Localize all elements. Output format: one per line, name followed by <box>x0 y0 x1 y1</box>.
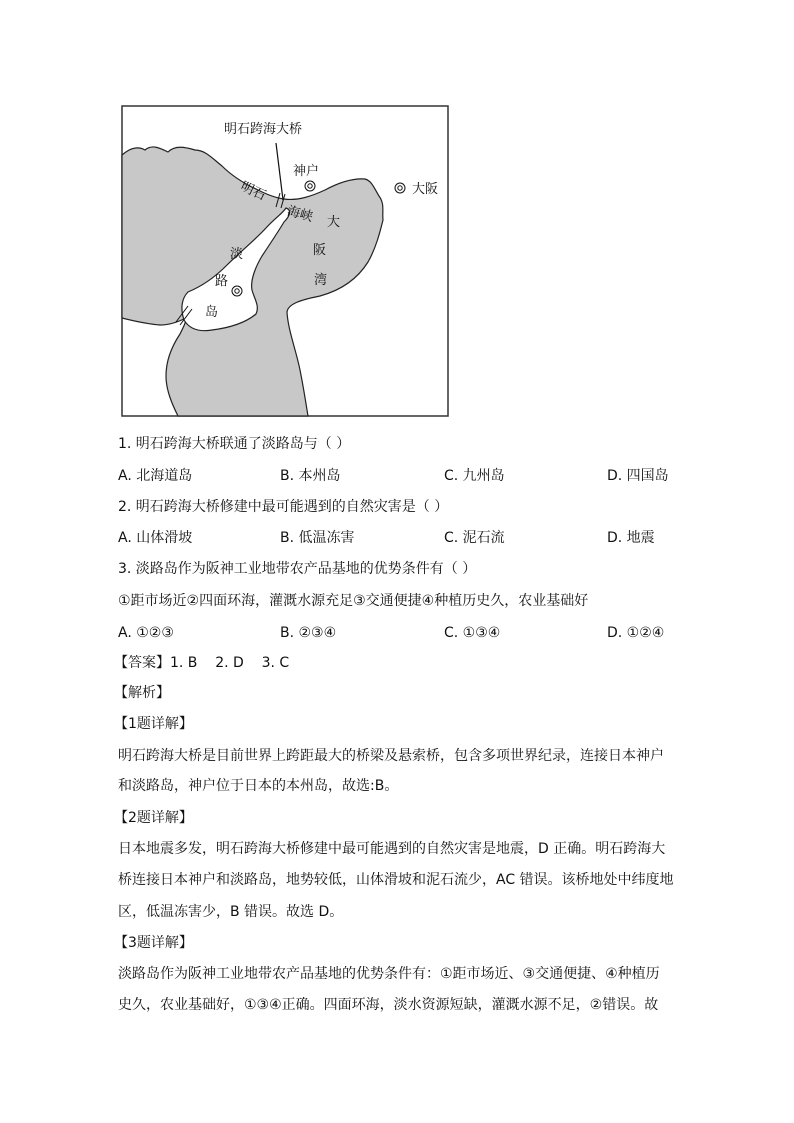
label-awaji-3: 岛 <box>205 305 219 320</box>
q2-analysis-line: 区，低温冻害少，B 错误。故选 D。 <box>118 904 344 920</box>
q3-option-c: C. ①③④ <box>444 625 501 641</box>
q2-analysis-heading: 【2题详解】 <box>114 810 193 826</box>
q1-option-d: D. 四国岛 <box>607 468 669 484</box>
q3-analysis-heading: 【3题详解】 <box>114 935 193 951</box>
q3-option-a: A. ①②③ <box>118 625 174 641</box>
q1-analysis-line: 和淡路岛，神户位于日本的本州岛，故选:B。 <box>118 778 399 794</box>
label-kobe: 神户 <box>293 164 320 179</box>
q3-option-d: D. ①②④ <box>607 625 665 641</box>
label-awaji-2: 路 <box>215 274 229 289</box>
question-3-conditions: ①距市场近②四面环海，灌溉水源充足③交通便捷④种植历史久，农业基础好 <box>118 593 589 609</box>
q1-analysis-line: 明石跨海大桥是目前世界上跨距最大的桥梁及悬索桥，包含多项世界纪录，连接日本神户 <box>118 748 664 764</box>
q2-option-a: A. 山体滑坡 <box>118 530 193 546</box>
label-bay-1: 大 <box>327 215 341 230</box>
map-title: 明石跨海大桥 <box>224 122 303 137</box>
q1-option-c: C. 九州岛 <box>444 468 505 484</box>
label-akashi: 明石 <box>238 179 268 204</box>
label-bay-2: 阪 <box>313 243 327 258</box>
analysis-heading: 【解析】 <box>114 685 170 701</box>
q1-analysis-heading: 【1题详解】 <box>114 716 193 732</box>
answer-key: 【答案】1. B 2. D 3. C <box>114 655 290 671</box>
q1-option-a: A. 北海道岛 <box>118 468 193 484</box>
q3-analysis-line: 史久，农业基础好，①③④正确。四面环海，淡水资源短缺，灌溉水源不足，②错误。故 <box>118 997 659 1013</box>
q1-option-b: B. 本州岛 <box>280 468 341 484</box>
question-1-stem: 1. 明石跨海大桥联通了淡路岛与（ ） <box>118 436 351 452</box>
label-bay-3: 湾 <box>314 273 328 288</box>
q2-analysis-line: 桥连接日本神户和淡路岛，地势较低，山体滑坡和泥石流少，AC 错误。该桥地处中纬度地 <box>118 872 674 888</box>
q3-analysis-line: 淡路岛作为阪神工业地带农产品基地的优势条件有：①距市场近、③交通便捷、④种植历 <box>118 966 660 982</box>
q3-option-b: B. ②③④ <box>280 625 337 641</box>
q2-option-b: B. 低温冻害 <box>280 530 355 546</box>
map-figure <box>120 104 450 418</box>
label-strait: 海峡 <box>285 203 315 226</box>
label-osaka: 大阪 <box>412 182 439 197</box>
q2-option-c: C. 泥石流 <box>444 530 505 546</box>
label-awaji-1: 淡 <box>230 247 244 262</box>
q2-option-d: D. 地震 <box>607 530 655 546</box>
question-2-stem: 2. 明石跨海大桥修建中最可能遇到的自然灾害是（ ） <box>118 499 449 515</box>
q2-analysis-line: 日本地震多发，明石跨海大桥修建中最可能遇到的自然灾害是地震，D 正确。明石跨海大 <box>118 841 666 857</box>
question-3-stem: 3. 淡路岛作为阪神工业地带农产品基地的优势条件有（ ） <box>118 561 477 577</box>
